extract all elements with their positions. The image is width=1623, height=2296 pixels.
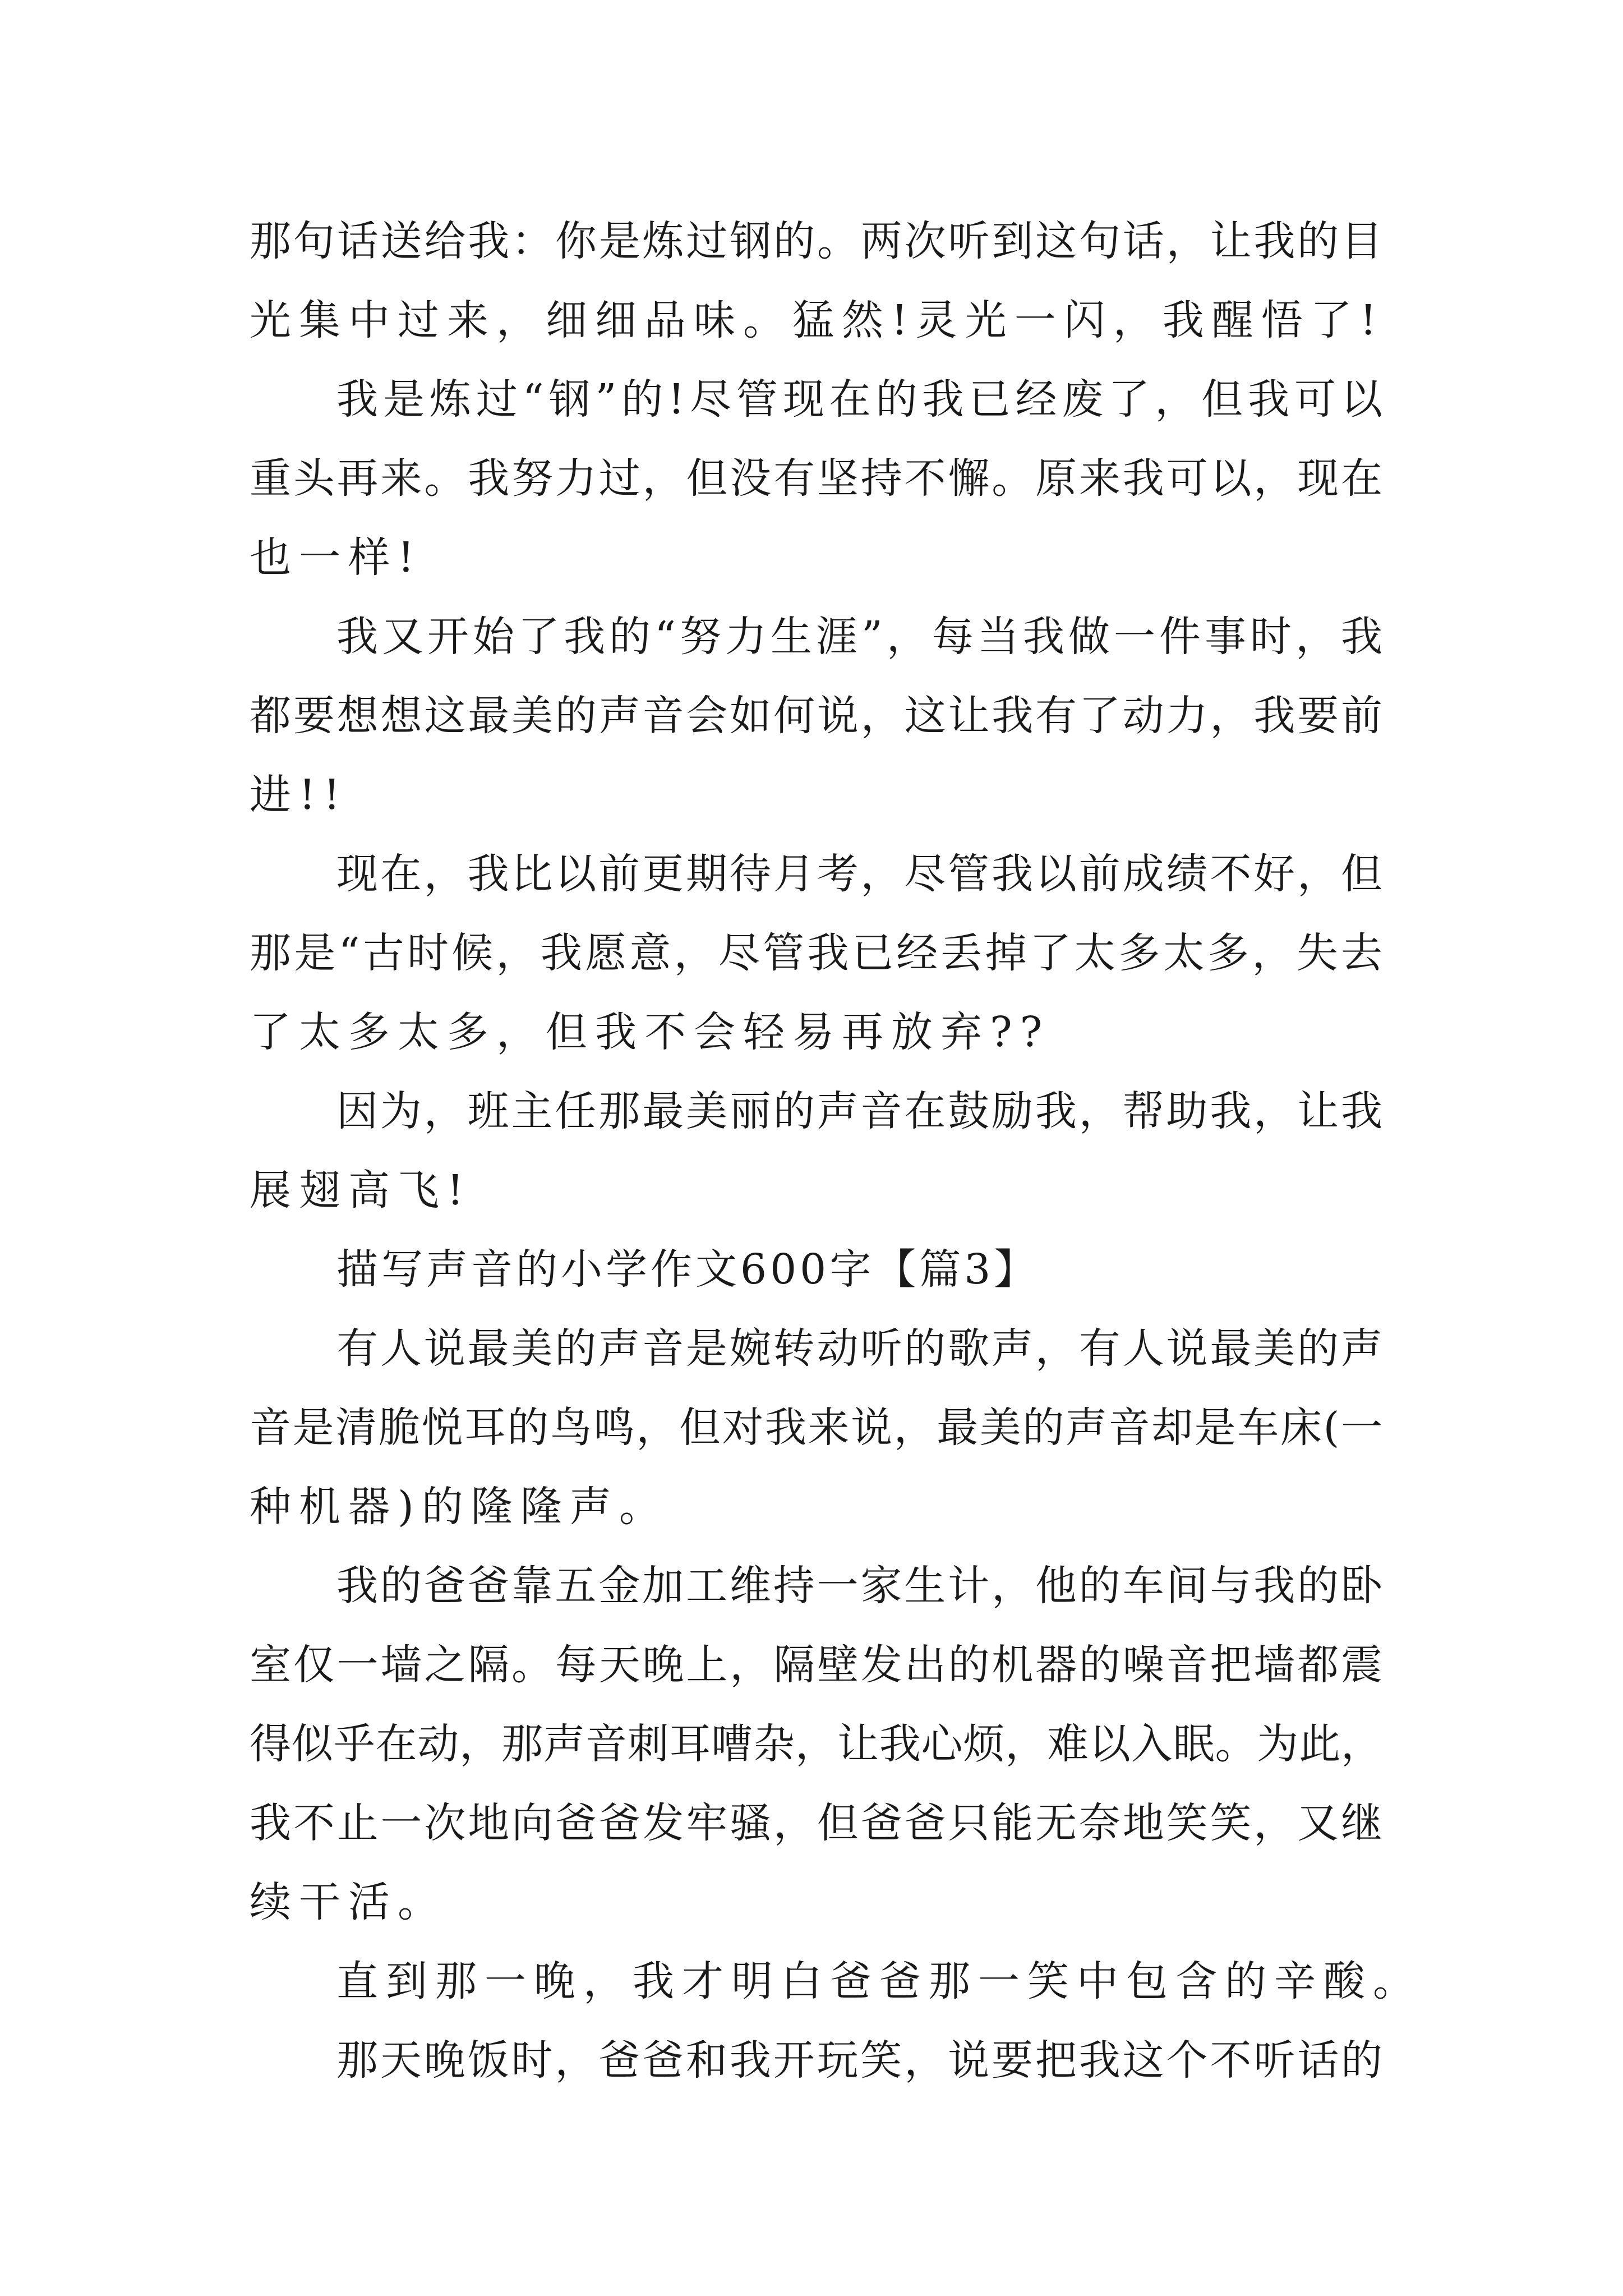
text-line: 都要想想这最美的声音会如何说，这让我有了动力，我要前 <box>250 692 1382 740</box>
text-line: 现在，我比以前更期待月考，尽管我以前成绩不好，但 <box>336 850 1382 898</box>
text-line: 那是“古时候，我愿意，尽管我已经丢掉了太多太多，失去 <box>250 929 1382 977</box>
text-line: 展翅高飞! <box>250 1166 472 1214</box>
text-line: 重头再来。我努力过，但没有坚持不懈。原来我可以，现在 <box>250 454 1382 503</box>
text-line: 得似乎在动，那声音刺耳嘈杂，让我心烦，难以入眠。为此， <box>250 1720 1382 1768</box>
text-line: 室仅一墙之隔。每天晚上，隔壁发出的机器的噪音把墙都震 <box>250 1641 1382 1689</box>
text-line: 音是清脆悦耳的鸟鸣，但对我来说，最美的声音却是车床(一 <box>250 1404 1382 1452</box>
text-line: 续干活。 <box>250 1878 447 1926</box>
text-line: 因为，班主任那最美丽的声音在鼓励我，帮助我，让我 <box>336 1087 1382 1135</box>
text-line: 种机器)的隆隆声。 <box>250 1483 668 1531</box>
text-line: 那天晚饭时，爸爸和我开玩笑，说要把我这个不听话的 <box>336 2036 1382 2085</box>
text-line: 直到那一晚，我才明白爸爸那一笑中包含的辛酸。 <box>336 1957 1422 2005</box>
text-line: 有人说最美的声音是婉转动听的歌声，有人说最美的声 <box>336 1324 1382 1373</box>
text-line: 我是炼过“钢”的!尽管现在的我已经废了，但我可以 <box>336 375 1382 424</box>
text-line: 进!! <box>250 771 348 819</box>
text-line: 那句话送给我：你是炼过钢的。两次听到这句话，让我的目 <box>250 217 1382 265</box>
text-line: 光集中过来，细细品味。猛然!灵光一闪，我醒悟了! <box>250 296 1385 344</box>
section-heading: 描写声音的小学作文600字【篇3】 <box>336 1245 1039 1294</box>
text-line: 也一样! <box>250 533 422 582</box>
text-line: 我的爸爸靠五金加工维持一家生计，他的车间与我的卧 <box>336 1562 1382 1610</box>
text-line: 了太多太多，但我不会轻易再放弃?? <box>250 1008 1050 1056</box>
text-line: 我不止一次地向爸爸发牢骚，但爸爸只能无奈地笑笑，又继 <box>250 1799 1382 1847</box>
text-line: 我又开始了我的“努力生涯”，每当我做一件事时，我 <box>336 613 1382 661</box>
